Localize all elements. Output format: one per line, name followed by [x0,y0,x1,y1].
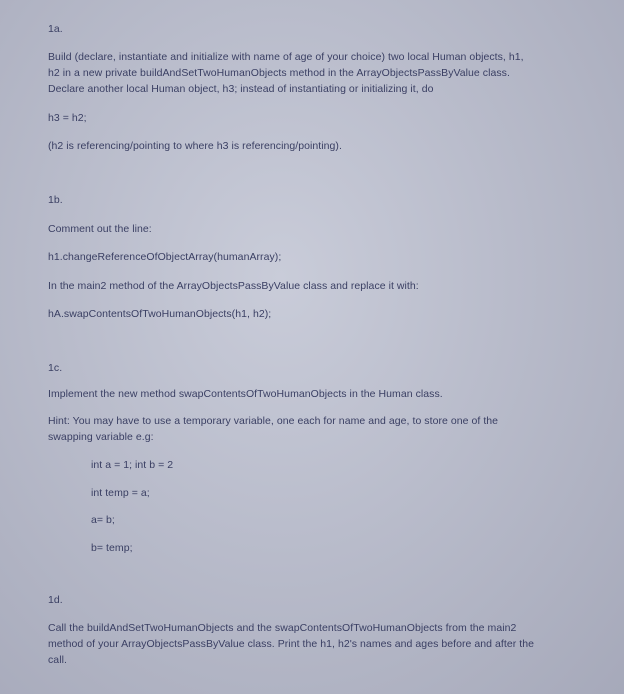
section-1d-heading: 1d. [48,594,63,606]
section-1a-paragraph-line-1: Build (declare, instantiate and initialize with name of age of your choice) two local Human objects, h1, [48,51,524,63]
section-1a-paragraph-line-3: Declare another local Human object, h3; instead of instantiating or initializing it, do [48,83,434,95]
section-1c-code-line: a= b; [91,514,115,526]
section-1b-code-line-2: hA.swapContentsOfTwoHumanObjects(h1, h2); [48,308,272,320]
section-1a-note: (h2 is referencing/pointing to where h3 is referencing/pointing). [48,140,342,152]
section-1b-instruction: Comment out the line: [48,223,152,235]
section-1c-code-line: b= temp; [91,542,133,554]
section-1c-hint-line-1: Hint: You may have to use a temporary variable, one each for name and age, to store one of the [48,415,499,427]
section-1b-code-line-1: h1.changeReferenceOfObjectArray(humanArray); [48,251,282,263]
section-1a-heading: 1a. [48,23,63,35]
section-1a-code: h3 = h2; [48,112,87,124]
section-1c-heading: 1c. [48,362,63,374]
section-1d-paragraph-line-3: call. [48,654,67,666]
section-1d-paragraph-line-1: Call the buildAndSetTwoHumanObjects and the swapContentsOfTwoHumanObjects from the main2 [48,622,517,634]
section-1b-instruction-2: In the main2 method of the ArrayObjectsPassByValue class and replace it with: [48,280,419,292]
section-1c-code-line: int temp = a; [91,487,150,499]
section-1c-hint-line-2: swapping variable e.g: [48,431,154,443]
section-1a-paragraph-line-2: h2 in a new private buildAndSetTwoHumanObjects method in the ArrayObjectsPassByValue class. [48,67,510,79]
section-1c-instruction: Implement the new method swapContentsOfTwoHumanObjects in the Human class. [48,388,443,400]
section-1b-heading: 1b. [48,194,63,206]
section-1d-paragraph-line-2: method of your ArrayObjectsPassByValue class. Print the h1, h2's names and ages before and after the [48,638,534,650]
section-1c-code-line: int a = 1; int b = 2 [91,459,174,471]
